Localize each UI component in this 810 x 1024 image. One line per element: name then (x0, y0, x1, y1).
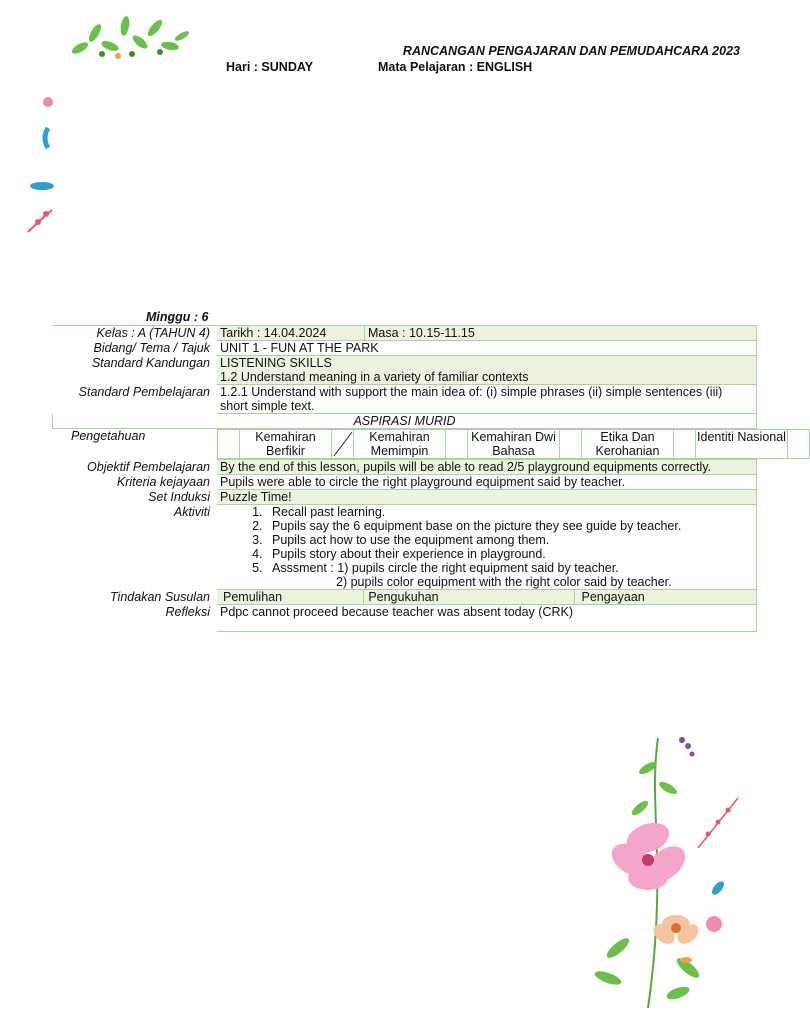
row-objektif (53, 460, 757, 475)
row-standard-kandungan (53, 356, 757, 385)
activity-item-5-line-2: 2) pupils color equipment with the right color said by teacher. (336, 575, 672, 589)
skill-5: Identiti Nasional (696, 430, 788, 459)
pengetahuan-label: Pengetahuan (71, 429, 146, 443)
masa-value: Masa : 10.15-11.15 (365, 326, 757, 341)
skills-table (217, 429, 810, 459)
tindakan-label: Tindakan Susulan (110, 590, 210, 604)
activity-item: 2. Pupils say the 6 equipment base on the picture they see guide by teacher. (266, 519, 753, 533)
standard-pembelajaran-value: 1.2.1 Understand with support the main idea of: (i) simple phrases (ii) simple sentences (iii) short simple text. (217, 385, 757, 414)
floral-decoration-top-left-icon (60, 8, 195, 64)
checkbox-5[interactable] (674, 430, 696, 459)
skill-4: Etika Dan Kerohanian (582, 430, 674, 459)
standard-kandungan-label: Standard Kandungan (91, 356, 210, 370)
objektif-value: By the end of this lesson, pupils will be able to read 2/5 playground equipments correctly. (217, 460, 757, 475)
pemulihan-option: Pemulihan (217, 590, 364, 604)
checkbox-6[interactable] (788, 430, 810, 459)
day-field: Hari : SUNDAY (226, 60, 314, 74)
activity-item: 1. Recall past learning. (266, 505, 753, 519)
refleksi-label: Refleksi (165, 605, 210, 619)
pengukuhan-option: Pengukuhan (364, 590, 575, 604)
activity-item: 5. Asssment : 1) pupils circle the right equipment said by teacher. (266, 561, 753, 575)
kelas-label: Kelas : A (TAHUN 4) (53, 326, 217, 341)
row-refleksi (53, 605, 757, 632)
kriteria-label: Kriteria kejayaan (116, 475, 210, 489)
bidang-label: Bidang/ Tema / Tajuk (93, 341, 210, 355)
kandungan-line-1: LISTENING SKILLS (220, 356, 332, 370)
skill-2: Kemahiran Memimpin (354, 430, 446, 459)
tarikh-value: Tarikh : 14.04.2024 (217, 326, 365, 341)
checkbox-2-checked[interactable] (332, 430, 354, 459)
standard-pembelajaran-label: Standard Pembelajaran (78, 385, 210, 399)
checkbox-4[interactable] (560, 430, 582, 459)
tindakan-table (217, 590, 756, 604)
subject-field: Mata Pelajaran : ENGLISH (378, 60, 533, 74)
aktiviti-value (217, 505, 757, 590)
activity-list (220, 505, 753, 575)
checkbox-3[interactable] (446, 430, 468, 459)
row-pengetahuan (53, 429, 757, 460)
set-induksi-label: Set Induksi (148, 490, 210, 504)
aktiviti-label: Aktiviti (173, 505, 210, 519)
kandungan-line-2: 1.2 Understand meaning in a variety of familiar contexts (220, 370, 529, 384)
unit-value: UNIT 1 - FUN AT THE PARK (217, 341, 757, 356)
row-aktiviti (53, 505, 757, 590)
kriteria-value: Pupils were able to circle the right playground equipment said by teacher. (217, 475, 757, 490)
row-set-induksi (53, 490, 757, 505)
row-kriteria (53, 475, 757, 490)
slash-mark-icon (332, 430, 354, 458)
week-label: Minggu : 6 (146, 310, 209, 324)
skill-1: Kemahiran Berfikir (240, 430, 332, 459)
checkbox-1[interactable] (218, 430, 240, 459)
row-tindakan (53, 590, 757, 605)
activity-item: 3. Pupils act how to use the equipment among them. (266, 533, 753, 547)
row-standard-pembelajaran (53, 385, 757, 414)
objektif-label: Objektif Pembelajaran (87, 460, 210, 474)
floral-decoration-bottom-right-icon (578, 728, 748, 1018)
skills-cell (217, 429, 786, 460)
lesson-plan-table (52, 325, 786, 632)
tindakan-cell (217, 590, 757, 605)
refleksi-value: Pdpc cannot proceed because teacher was absent today (CRK) (217, 605, 757, 632)
row-bidang (53, 341, 757, 356)
pengayaan-option: Pengayaan (575, 590, 756, 604)
activity-item: 4. Pupils story about their experience in playground. (266, 547, 753, 561)
aspirasi-heading: ASPIRASI MURID (53, 414, 757, 429)
row-aspirasi (53, 414, 757, 429)
standard-kandungan-value (217, 356, 757, 385)
skill-3: Kemahiran Dwi Bahasa (468, 430, 560, 459)
set-induksi-value: Puzzle Time! (217, 490, 757, 505)
document-title: RANCANGAN PENGAJARAN DAN PEMUDAHCARA 2023 (402, 44, 740, 58)
floral-decoration-left-icon (24, 92, 58, 240)
row-kelas (53, 326, 757, 341)
